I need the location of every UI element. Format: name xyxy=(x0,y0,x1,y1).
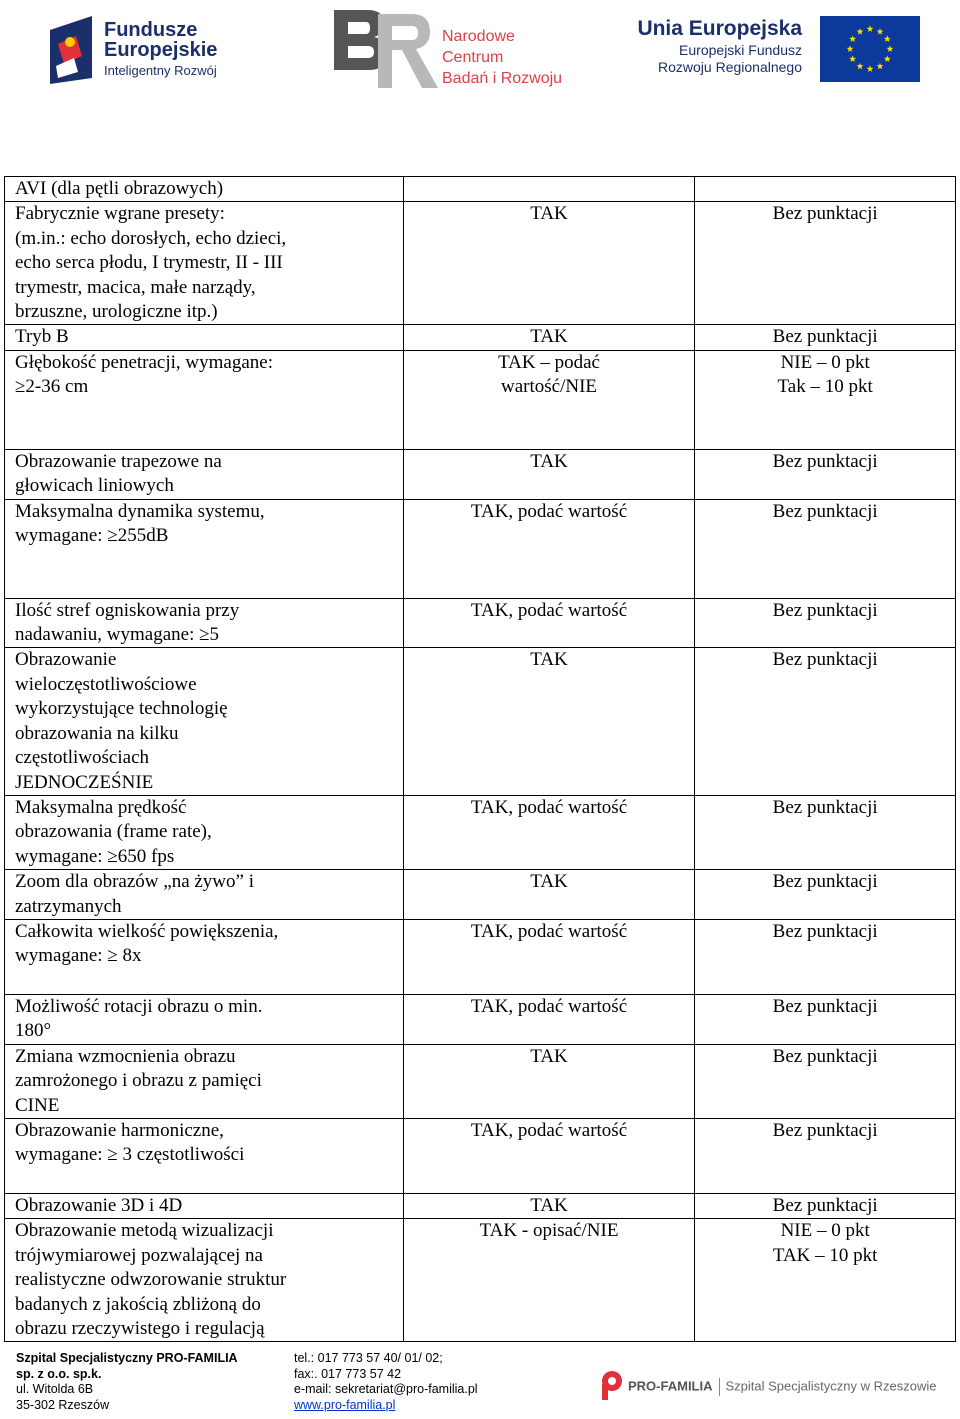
scoring-cell xyxy=(695,325,956,350)
required-value-cell xyxy=(403,648,695,795)
cell-line: Zmiana wzmocnienia obrazu xyxy=(15,1045,236,1067)
scoring-cell xyxy=(695,1118,956,1193)
scoring-cell xyxy=(695,350,956,449)
fundusze-europejskie-text xyxy=(104,20,217,80)
pro-familia-brand: PRO-FAMILIA xyxy=(628,1378,713,1394)
cell-line: TAK, podać wartość xyxy=(470,599,628,621)
cell-line: TAK - opisać/NIE xyxy=(479,1220,619,1242)
required-value-cell xyxy=(403,1044,695,1118)
cell-line: TAK xyxy=(530,649,568,671)
cell-line: Obrazowanie trapezowe na xyxy=(15,450,222,472)
scoring-cell xyxy=(695,499,956,598)
cell-line: Ilość stref ogniskowania przy xyxy=(15,599,240,621)
cell-line: Obrazowanie xyxy=(15,649,117,671)
required-value-cell xyxy=(403,870,695,920)
cell-line: trójwymiarowej pozwalającej na xyxy=(15,1244,263,1266)
parameter-cell xyxy=(5,870,404,920)
table-row xyxy=(5,1193,956,1218)
pro-familia-emblem-icon xyxy=(598,1370,626,1400)
cell-line: TAK xyxy=(530,1194,568,1216)
footer-address-line: Szpital Specjalistyczny PRO-FAMILIA xyxy=(16,1351,238,1365)
required-value-cell xyxy=(403,499,695,598)
cell-line: trymestr, macica, małe narządy, xyxy=(15,276,256,298)
scoring-cell xyxy=(695,994,956,1044)
footer-email: e-mail: sekretariat@pro-familia.pl xyxy=(294,1382,478,1396)
footer-fax: fax:. 017 773 57 42 xyxy=(294,1366,402,1381)
cell-line: wymagane: ≥ 8x xyxy=(15,945,142,967)
required-value-cell xyxy=(403,598,695,648)
fundusze-europejskie-emblem-icon xyxy=(48,14,100,86)
table-row xyxy=(5,870,956,920)
parameter-cell xyxy=(5,795,404,869)
scoring-cell xyxy=(695,1193,956,1218)
parameter-cell xyxy=(5,350,404,449)
ncbr-line2: Badań i Rozwoju xyxy=(442,70,563,87)
ncbr-logo xyxy=(330,4,580,90)
logo-divider xyxy=(719,1378,720,1396)
cell-line: nadawaniu, wymagane: ≥5 xyxy=(15,624,220,646)
parameter-cell xyxy=(5,325,404,350)
cell-line: echo serca płodu, I trymestr, II - III xyxy=(15,252,283,274)
cell-line: częstotliwościach xyxy=(15,747,150,769)
cell-line: badanych z jakością zbliżoną do xyxy=(15,1293,261,1315)
footer-address-line: ul. Witolda 6B xyxy=(16,1382,94,1396)
cell-line: zamrożonego i obrazu z pamięci xyxy=(15,1070,262,1092)
table-row xyxy=(5,919,956,994)
scoring-cell xyxy=(695,870,956,920)
table-row xyxy=(5,1044,956,1118)
scoring-cell xyxy=(695,795,956,869)
page-footer xyxy=(0,1346,960,1419)
required-value-cell xyxy=(403,325,695,350)
cell-line: CINE xyxy=(15,1094,60,1116)
parameter-cell xyxy=(5,449,404,499)
cell-line: obrazowania na kilku xyxy=(15,722,179,744)
scoring-cell xyxy=(695,1044,956,1118)
required-value-cell xyxy=(403,1118,695,1193)
ue-line1: Unia Europejska xyxy=(637,17,802,40)
table-row xyxy=(5,994,956,1044)
required-value-cell xyxy=(403,350,695,449)
pro-familia-logo xyxy=(598,1368,958,1408)
pro-familia-logo-text xyxy=(628,1378,936,1396)
table-row xyxy=(5,1118,956,1193)
fe-line3: Inteligentny Rozwój xyxy=(104,63,217,78)
cell-line: Bez punktacji xyxy=(772,1119,878,1141)
cell-line: Głębokość penetracji, wymagane: xyxy=(15,351,273,373)
cell-line: wykorzystujące technologię xyxy=(15,698,228,720)
cell-line: TAK xyxy=(530,1045,568,1067)
footer-phone: tel.: 017 773 57 40/ 01/ 02; xyxy=(294,1351,443,1365)
cell-line: Bez punktacji xyxy=(772,649,878,671)
cell-line: Bez punktacji xyxy=(772,326,878,348)
cell-line: Obrazowanie metodą wizualizacji xyxy=(15,1220,274,1242)
cell-line: 180° xyxy=(15,1020,52,1042)
cell-line: TAK xyxy=(530,871,568,893)
cell-line: głowicach liniowych xyxy=(15,475,174,497)
cell-line: AVI (dla pętli obrazowych) xyxy=(15,178,224,199)
cell-line: zatrzymanych xyxy=(15,895,122,917)
required-value-cell xyxy=(403,202,695,325)
ue-line2: Europejski Fundusz xyxy=(679,42,802,58)
parameter-cell xyxy=(5,994,404,1044)
ncbr-br-emblem-icon xyxy=(330,4,450,90)
cell-line: obrazu rzeczywistego i regulacją xyxy=(15,1318,265,1339)
cell-line: Bez punktacji xyxy=(772,203,878,225)
cell-line: TAK xyxy=(530,203,568,225)
cell-line: Maksymalna prędkość xyxy=(15,796,187,818)
parameter-cell xyxy=(5,1193,404,1218)
scoring-cell xyxy=(695,919,956,994)
cell-line: wymagane: ≥650 fps xyxy=(15,845,175,867)
cell-line: Całkowita wielkość powiększenia, xyxy=(15,920,279,942)
cell-line: TAK, podać wartość xyxy=(470,1119,628,1141)
table-row xyxy=(5,350,956,449)
required-value-cell xyxy=(403,994,695,1044)
cell-line: Bez punktacji xyxy=(772,1194,878,1216)
required-value-cell xyxy=(403,795,695,869)
cell-line: Maksymalna dynamika systemu, xyxy=(15,500,265,522)
cell-line: Zoom dla obrazów „na żywo” i xyxy=(15,871,254,893)
cell-line: NIE – 0 pkt xyxy=(780,351,870,373)
cell-line: TAK xyxy=(530,326,568,348)
cell-line: TAK, podać wartość xyxy=(470,500,628,522)
cell-line: TAK, podać wartość xyxy=(470,995,628,1017)
scoring-cell xyxy=(695,177,956,202)
cell-line: Możliwość rotacji obrazu o min. xyxy=(15,995,263,1017)
cell-line: JEDNOCZEŚNIE xyxy=(15,771,154,793)
parameter-cell xyxy=(5,177,404,202)
scoring-cell xyxy=(695,449,956,499)
fe-line2: Europejskie xyxy=(104,39,218,61)
cell-line: wartość/NIE xyxy=(501,376,598,398)
cell-line: Fabrycznie wgrane presety: xyxy=(15,203,225,225)
cell-line: Bez punktacji xyxy=(772,1045,878,1067)
scoring-cell xyxy=(695,202,956,325)
footer-address xyxy=(16,1351,238,1413)
cell-line: wieloczęstotliwościowe xyxy=(15,673,197,695)
table-row xyxy=(5,325,956,350)
cell-line: obrazowania (frame rate), xyxy=(15,821,212,843)
cell-line: Obrazowanie 3D i 4D xyxy=(15,1194,183,1216)
ue-line3: Rozwoju Regionalnego xyxy=(658,59,802,75)
scoring-cell xyxy=(695,1219,956,1342)
eu-flag-icon xyxy=(820,16,920,82)
required-value-cell xyxy=(403,1193,695,1218)
required-value-cell xyxy=(403,449,695,499)
footer-address-line: sp. z o.o. sp.k. xyxy=(16,1366,102,1381)
cell-line: wymagane: ≥255dB xyxy=(15,525,169,547)
required-value-cell xyxy=(403,919,695,994)
ncbr-line1: Narodowe Centrum xyxy=(442,28,515,66)
parameter-cell xyxy=(5,1219,404,1342)
table-row xyxy=(5,202,956,325)
table-row xyxy=(5,795,956,869)
parameter-cell xyxy=(5,598,404,648)
specification-table xyxy=(4,176,956,1342)
table-row xyxy=(5,648,956,795)
cell-line: Bez punktacji xyxy=(772,995,878,1017)
cell-line: ≥2-36 cm xyxy=(15,376,89,398)
cell-line: TAK – podać xyxy=(498,351,600,373)
pro-familia-name: Szpital Specjalistyczny w Rzeszowie xyxy=(725,1378,937,1394)
footer-contact xyxy=(294,1351,478,1413)
cell-line: TAK, podać wartość xyxy=(470,796,628,818)
cell-line: Bez punktacji xyxy=(772,920,878,942)
fundusze-europejskie-logo xyxy=(48,12,238,86)
table-row xyxy=(5,449,956,499)
cell-line: Tak – 10 pkt xyxy=(777,376,873,398)
cell-line: Bez punktacji xyxy=(772,450,878,472)
cell-line: Bez punktacji xyxy=(772,599,878,621)
required-value-cell xyxy=(403,1219,695,1342)
parameter-cell xyxy=(5,1044,404,1118)
required-value-cell xyxy=(403,177,695,202)
fe-line1: Fundusze xyxy=(104,19,198,41)
table-row xyxy=(5,598,956,648)
parameter-cell xyxy=(5,202,404,325)
cell-line: Obrazowanie harmoniczne, xyxy=(15,1119,224,1141)
cell-line: (m.in.: echo dorosłych, echo dzieci, xyxy=(15,227,287,249)
page-header xyxy=(0,0,960,100)
cell-line: TAK, podać wartość xyxy=(470,920,628,942)
cell-line: NIE – 0 pkt xyxy=(780,1220,870,1242)
cell-line: Bez punktacji xyxy=(772,796,878,818)
parameter-cell xyxy=(5,919,404,994)
cell-line: Bez punktacji xyxy=(772,500,878,522)
cell-line: realistyczne odwzorowanie struktur xyxy=(15,1269,287,1291)
footer-website-link[interactable]: www.pro-familia.pl xyxy=(294,1397,396,1412)
footer-address-line: 35-302 Rzeszów xyxy=(16,1397,110,1412)
table-row xyxy=(5,499,956,598)
cell-line: Bez punktacji xyxy=(772,871,878,893)
table-row xyxy=(5,1219,956,1342)
scoring-cell xyxy=(695,598,956,648)
specification-table-body xyxy=(5,177,956,1342)
cell-line: TAK – 10 pkt xyxy=(772,1244,878,1266)
cell-line: brzuszne, urologiczne itp.) xyxy=(15,301,218,323)
table-row xyxy=(5,177,956,202)
cell-line: wymagane: ≥ 3 częstotliwości xyxy=(15,1144,245,1166)
parameter-cell xyxy=(5,499,404,598)
scoring-cell xyxy=(695,648,956,795)
ncbr-text xyxy=(442,26,580,89)
parameter-cell xyxy=(5,648,404,795)
unia-europejska-text xyxy=(632,16,802,76)
cell-line: Tryb B xyxy=(15,326,69,348)
cell-line: TAK xyxy=(530,450,568,472)
parameter-cell xyxy=(5,1118,404,1193)
